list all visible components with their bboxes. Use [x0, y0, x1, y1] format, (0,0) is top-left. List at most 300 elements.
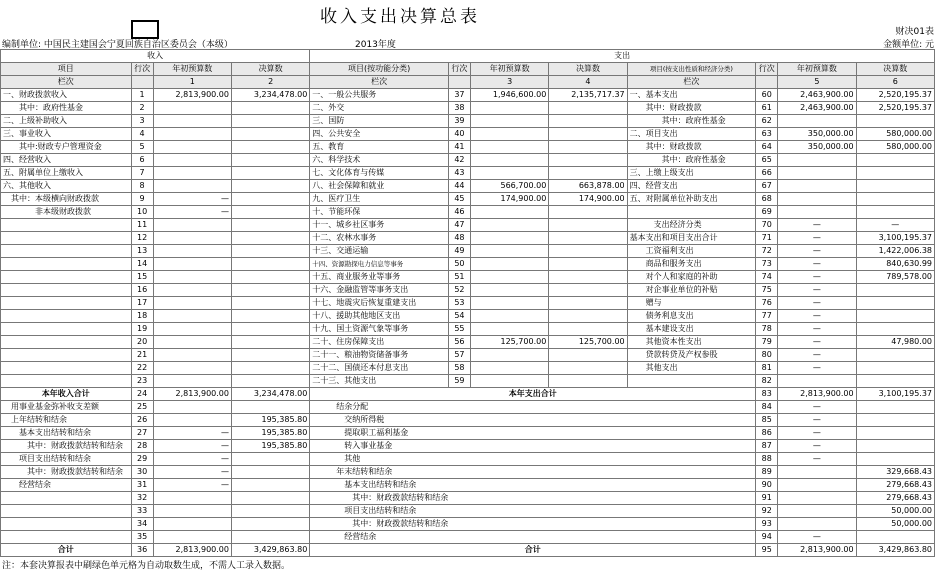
econ-final-cell [856, 310, 934, 323]
income-line-cell: 29 [131, 453, 153, 466]
func-item-cell: 九、医疗卫生 [310, 193, 449, 206]
income-budget-cell: — [153, 427, 231, 440]
income-final-cell: 3,429,863.80 [231, 544, 309, 557]
income-item-cell: 经营结余 [1, 479, 132, 492]
econ-line-cell: 64 [756, 141, 778, 154]
header-budget: 年初预算数 [153, 63, 231, 76]
table-row [1, 362, 935, 375]
income-budget-cell [153, 531, 231, 544]
econ-line-cell: 62 [756, 115, 778, 128]
econ-final-cell: 279,668.43 [856, 492, 934, 505]
econ-final-cell: 3,100,195.37 [856, 388, 934, 401]
econ-item-cell: 商品和服务支出 [627, 258, 756, 271]
econ-final-cell [856, 323, 934, 336]
func-final-cell: 2,135,717.37 [549, 89, 627, 102]
table-row [1, 466, 935, 479]
header-line: 行次 [131, 63, 153, 76]
income-final-cell [231, 310, 309, 323]
econ-line-cell: 73 [756, 258, 778, 271]
func-line-cell: 53 [448, 297, 470, 310]
econ-final-cell [856, 531, 934, 544]
econ-item-cell: 三、上缴上级支出 [627, 167, 756, 180]
func-line-cell: 46 [448, 206, 470, 219]
econ-line-cell: 67 [756, 180, 778, 193]
income-item-cell: 四、经营收入 [1, 154, 132, 167]
income-budget-cell: 2,813,900.00 [153, 89, 231, 102]
func-budget-cell [470, 362, 548, 375]
func-budget-cell [470, 310, 548, 323]
econ-item-cell: 赠与 [627, 297, 756, 310]
func-budget-cell [470, 349, 548, 362]
income-item-cell: 合计 [1, 544, 132, 557]
econ-final-cell: 50,000.00 [856, 505, 934, 518]
econ-item-cell: 其中：政府性基金 [627, 154, 756, 167]
table-row [1, 258, 935, 271]
func-line-cell: 43 [448, 167, 470, 180]
econ-line-cell: 77 [756, 310, 778, 323]
income-final-cell [231, 297, 309, 310]
income-item-cell [1, 245, 132, 258]
income-line-cell: 25 [131, 401, 153, 414]
income-item-cell [1, 336, 132, 349]
income-final-cell: 3,234,478.00 [231, 388, 309, 401]
col-number: 3 [470, 76, 548, 89]
func-line-cell: 38 [448, 102, 470, 115]
econ-item-cell: 基本支出和项目支出合计 [627, 232, 756, 245]
econ-budget-cell [778, 505, 856, 518]
econ-final-cell: 2,520,195.37 [856, 89, 934, 102]
income-line-cell: 3 [131, 115, 153, 128]
table-row [1, 375, 935, 388]
expense-item-cell: 其中：财政拨款结转和结余 [310, 518, 756, 531]
econ-line-cell: 72 [756, 245, 778, 258]
econ-line-cell: 76 [756, 297, 778, 310]
econ-item-cell: 支出经济分类 [627, 219, 756, 232]
func-final-cell [549, 232, 627, 245]
econ-line-cell: 74 [756, 271, 778, 284]
func-final-cell [549, 349, 627, 362]
income-item-cell: 五、附属单位上缴收入 [1, 167, 132, 180]
func-budget-cell [470, 297, 548, 310]
func-final-cell [549, 362, 627, 375]
func-item-cell: 七、文化体育与传媒 [310, 167, 449, 180]
econ-final-cell [856, 414, 934, 427]
econ-line-cell: 83 [756, 388, 778, 401]
income-budget-cell [153, 232, 231, 245]
header-line: 行次 [756, 63, 778, 76]
income-budget-cell: — [153, 206, 231, 219]
econ-line-cell: 82 [756, 375, 778, 388]
econ-item-cell [627, 206, 756, 219]
econ-budget-cell: — [778, 323, 856, 336]
expense-item-cell: 基本支出结转和结余 [310, 479, 756, 492]
econ-item-cell: 其中：政府性基金 [627, 115, 756, 128]
table-row [1, 440, 935, 453]
econ-budget-cell: — [778, 349, 856, 362]
income-budget-cell [153, 154, 231, 167]
income-item-cell [1, 323, 132, 336]
econ-item-cell: 基本建设支出 [627, 323, 756, 336]
func-line-cell: 57 [448, 349, 470, 362]
income-item-cell [1, 232, 132, 245]
table-row [1, 180, 935, 193]
income-final-cell [231, 245, 309, 258]
col-number: 2 [231, 76, 309, 89]
econ-final-cell [856, 401, 934, 414]
econ-budget-cell: 350,000.00 [778, 141, 856, 154]
econ-budget-cell: — [778, 271, 856, 284]
income-line-cell: 31 [131, 479, 153, 492]
income-budget-cell [153, 115, 231, 128]
income-final-cell [231, 401, 309, 414]
func-final-cell: 174,900.00 [549, 193, 627, 206]
econ-item-cell: 债务利息支出 [627, 310, 756, 323]
econ-final-cell [856, 284, 934, 297]
econ-line-cell: 95 [756, 544, 778, 557]
func-line-cell: 51 [448, 271, 470, 284]
income-item-cell: 其中：政府性基金 [1, 102, 132, 115]
econ-final-cell [856, 193, 934, 206]
income-line-cell: 4 [131, 128, 153, 141]
income-budget-cell [153, 375, 231, 388]
func-line-cell: 55 [448, 323, 470, 336]
func-budget-cell [470, 232, 548, 245]
func-line-cell: 39 [448, 115, 470, 128]
summary-table [0, 49, 935, 557]
econ-budget-cell [778, 466, 856, 479]
econ-budget-cell [778, 115, 856, 128]
econ-line-cell: 92 [756, 505, 778, 518]
table-row [1, 414, 935, 427]
func-item-cell: 十二、农林水事务 [310, 232, 449, 245]
econ-final-cell: 789,578.00 [856, 271, 934, 284]
income-item-cell: 二、上级补助收入 [1, 115, 132, 128]
table-row [1, 232, 935, 245]
func-final-cell [549, 323, 627, 336]
income-item-cell: 三、事业收入 [1, 128, 132, 141]
func-line-cell: 41 [448, 141, 470, 154]
func-final-cell [549, 141, 627, 154]
func-item-cell: 五、教育 [310, 141, 449, 154]
table-row [1, 388, 935, 401]
econ-budget-cell: — [778, 440, 856, 453]
income-line-cell: 33 [131, 505, 153, 518]
econ-line-cell: 85 [756, 414, 778, 427]
table-row [1, 492, 935, 505]
income-budget-cell: — [153, 466, 231, 479]
income-line-cell: 17 [131, 297, 153, 310]
income-item-cell [1, 492, 132, 505]
econ-item-cell: 四、经营支出 [627, 180, 756, 193]
expense-item-cell: 结余分配 [310, 401, 756, 414]
func-line-cell: 59 [448, 375, 470, 388]
income-final-cell [231, 349, 309, 362]
func-item-cell: 十九、国土资源气象等事务 [310, 323, 449, 336]
income-item-cell [1, 505, 132, 518]
econ-line-cell: 66 [756, 167, 778, 180]
header-budget: 年初预算数 [470, 63, 548, 76]
func-line-cell: 42 [448, 154, 470, 167]
table-row [1, 401, 935, 414]
econ-item-cell: 二、项目支出 [627, 128, 756, 141]
income-line-cell: 12 [131, 232, 153, 245]
func-item-cell: 二十二、国债还本付息支出 [310, 362, 449, 375]
header-budget: 年初预算数 [778, 63, 856, 76]
func-budget-cell [470, 271, 548, 284]
income-budget-cell [153, 349, 231, 362]
func-final-cell [549, 310, 627, 323]
income-final-cell [231, 375, 309, 388]
func-line-cell: 48 [448, 232, 470, 245]
income-item-cell: 本年收入合计 [1, 388, 132, 401]
income-section-header: 收入 [1, 50, 310, 63]
econ-budget-cell: — [778, 453, 856, 466]
income-final-cell [231, 518, 309, 531]
econ-final-cell: 580,000.00 [856, 128, 934, 141]
income-final-cell: 195,385.80 [231, 440, 309, 453]
func-line-cell: 40 [448, 128, 470, 141]
table-row [1, 271, 935, 284]
econ-item-cell: 其他资本性支出 [627, 336, 756, 349]
func-line-cell: 45 [448, 193, 470, 206]
func-final-cell [549, 167, 627, 180]
econ-final-cell [856, 349, 934, 362]
expense-item-cell: 其他 [310, 453, 756, 466]
income-budget-cell [153, 518, 231, 531]
econ-line-cell: 81 [756, 362, 778, 375]
func-final-cell [549, 102, 627, 115]
econ-item-cell: 其他支出 [627, 362, 756, 375]
expense-item-cell: 提取职工福利基金 [310, 427, 756, 440]
econ-budget-cell [778, 193, 856, 206]
income-final-cell [231, 453, 309, 466]
expense-section-header: 支出 [310, 50, 935, 63]
expense-item-cell: 项目支出结转和结余 [310, 505, 756, 518]
table-row [1, 167, 935, 180]
func-budget-cell [470, 141, 548, 154]
header-col: 栏次 [1, 76, 132, 89]
econ-final-cell [856, 362, 934, 375]
col-number: 6 [856, 76, 934, 89]
income-budget-cell [153, 102, 231, 115]
income-line-cell: 24 [131, 388, 153, 401]
econ-item-cell: 五、对附属单位补助支出 [627, 193, 756, 206]
econ-line-cell: 94 [756, 531, 778, 544]
income-final-cell: 195,385.80 [231, 414, 309, 427]
income-budget-cell [153, 245, 231, 258]
income-final-cell [231, 232, 309, 245]
econ-final-cell: 3,429,863.80 [856, 544, 934, 557]
econ-final-cell: 2,520,195.37 [856, 102, 934, 115]
func-budget-cell [470, 206, 548, 219]
income-final-cell [231, 102, 309, 115]
expense-item-cell: 本年支出合计 [310, 388, 756, 401]
econ-line-cell: 87 [756, 440, 778, 453]
func-item-cell: 二十、住房保障支出 [310, 336, 449, 349]
income-item-cell: 六、其他收入 [1, 180, 132, 193]
econ-budget-cell: — [778, 401, 856, 414]
econ-line-cell: 79 [756, 336, 778, 349]
header-econ-item: 项目(按支出性质和经济分类) [627, 63, 756, 76]
reporting-unit: 编制单位: 中国民主建国会宁夏回族自治区委员会（本级） [2, 40, 233, 50]
func-final-cell [549, 128, 627, 141]
econ-final-cell [856, 154, 934, 167]
econ-budget-cell: 2,463,900.00 [778, 102, 856, 115]
table-row [1, 544, 935, 557]
income-budget-cell [153, 141, 231, 154]
table-row [1, 193, 935, 206]
income-line-cell: 11 [131, 219, 153, 232]
func-final-cell [549, 115, 627, 128]
econ-budget-cell [778, 479, 856, 492]
income-line-cell: 36 [131, 544, 153, 557]
func-final-cell [549, 297, 627, 310]
income-item-cell [1, 258, 132, 271]
econ-item-cell: 对企事业单位的补贴 [627, 284, 756, 297]
income-line-cell: 21 [131, 349, 153, 362]
header-col: 栏次 [627, 76, 756, 89]
func-budget-cell: 174,900.00 [470, 193, 548, 206]
econ-budget-cell: — [778, 219, 856, 232]
income-budget-cell [153, 284, 231, 297]
econ-final-cell: — [856, 219, 934, 232]
header-line: 行次 [448, 63, 470, 76]
func-line-cell: 47 [448, 219, 470, 232]
func-item-cell: 十七、地震灾后恢复重建支出 [310, 297, 449, 310]
func-budget-cell [470, 115, 548, 128]
econ-line-cell: 71 [756, 232, 778, 245]
func-final-cell: 663,878.00 [549, 180, 627, 193]
expense-item-cell: 合计 [310, 544, 756, 557]
econ-final-cell [856, 115, 934, 128]
expense-item-cell: 年末结转和结余 [310, 466, 756, 479]
func-item-cell: 十六、金融监管等事务支出 [310, 284, 449, 297]
econ-item-cell: 工资福利支出 [627, 245, 756, 258]
func-item-cell: 十一、城乡社区事务 [310, 219, 449, 232]
func-final-cell: 125,700.00 [549, 336, 627, 349]
func-budget-cell [470, 167, 548, 180]
income-item-cell: 其中：财政拨款结转和结余 [1, 440, 132, 453]
income-line-cell: 10 [131, 206, 153, 219]
income-final-cell: 3,234,478.00 [231, 89, 309, 102]
econ-budget-cell: 2,463,900.00 [778, 89, 856, 102]
income-budget-cell: 2,813,900.00 [153, 388, 231, 401]
econ-line-cell: 84 [756, 401, 778, 414]
func-line-cell: 56 [448, 336, 470, 349]
income-budget-cell [153, 505, 231, 518]
econ-line-cell: 63 [756, 128, 778, 141]
func-item-cell: 四、公共安全 [310, 128, 449, 141]
table-row [1, 154, 935, 167]
func-budget-cell [470, 245, 548, 258]
income-budget-cell [153, 323, 231, 336]
func-final-cell [549, 284, 627, 297]
func-budget-cell: 125,700.00 [470, 336, 548, 349]
econ-budget-cell: — [778, 297, 856, 310]
income-line-cell: 15 [131, 271, 153, 284]
income-budget-cell [153, 258, 231, 271]
func-budget-cell [470, 284, 548, 297]
econ-budget-cell [778, 492, 856, 505]
table-row [1, 427, 935, 440]
econ-final-cell: 3,100,195.37 [856, 232, 934, 245]
func-budget-cell [470, 375, 548, 388]
func-item-cell: 十三、交通运输 [310, 245, 449, 258]
header-final: 决算数 [856, 63, 934, 76]
header-item: 项目 [1, 63, 132, 76]
func-final-cell [549, 271, 627, 284]
income-line-cell: 13 [131, 245, 153, 258]
econ-line-cell: 61 [756, 102, 778, 115]
income-item-cell: 一、财政拨款收入 [1, 89, 132, 102]
income-item-cell [1, 284, 132, 297]
expense-item-cell: 交纳所得税 [310, 414, 756, 427]
func-budget-cell [470, 128, 548, 141]
table-row [1, 128, 935, 141]
econ-final-cell [856, 180, 934, 193]
func-item-cell: 六、科学技术 [310, 154, 449, 167]
econ-item-cell: 其中：财政拨款 [627, 141, 756, 154]
func-item-cell: 二、外交 [310, 102, 449, 115]
func-item-cell: 八、社会保障和就业 [310, 180, 449, 193]
header-final: 决算数 [231, 63, 309, 76]
report-title: 收入支出决算总表 [320, 7, 480, 27]
income-budget-cell [153, 336, 231, 349]
income-budget-cell [153, 271, 231, 284]
econ-line-cell: 90 [756, 479, 778, 492]
income-line-cell: 27 [131, 427, 153, 440]
income-line-cell: 18 [131, 310, 153, 323]
func-final-cell [549, 245, 627, 258]
header-func-item: 项目(按功能分类) [310, 63, 449, 76]
income-item-cell [1, 518, 132, 531]
income-budget-cell: — [153, 440, 231, 453]
econ-line-cell: 89 [756, 466, 778, 479]
table-row [1, 297, 935, 310]
econ-line-cell: 93 [756, 518, 778, 531]
econ-budget-cell: — [778, 245, 856, 258]
income-final-cell [231, 115, 309, 128]
econ-budget-cell [778, 518, 856, 531]
econ-final-cell: 279,668.43 [856, 479, 934, 492]
income-budget-cell: — [153, 193, 231, 206]
econ-budget-cell: — [778, 414, 856, 427]
func-final-cell [549, 375, 627, 388]
func-budget-cell [470, 323, 548, 336]
income-line-cell: 16 [131, 284, 153, 297]
income-final-cell [231, 154, 309, 167]
income-final-cell [231, 193, 309, 206]
income-line-cell: 23 [131, 375, 153, 388]
income-item-cell: 项目支出结转和结余 [1, 453, 132, 466]
func-line-cell: 58 [448, 362, 470, 375]
footnote: 注：本套决算报表中刷绿色单元格为自动取数生成，不需人工录入数据。 [2, 561, 291, 571]
header-col: 栏次 [310, 76, 449, 89]
income-final-cell [231, 466, 309, 479]
amount-unit: 金额单位: 元 [883, 40, 934, 50]
income-item-cell [1, 531, 132, 544]
func-budget-cell [470, 219, 548, 232]
table-row [1, 531, 935, 544]
income-item-cell: 上年结转和结余 [1, 414, 132, 427]
econ-line-cell: 70 [756, 219, 778, 232]
econ-final-cell: 840,630.99 [856, 258, 934, 271]
income-line-cell: 7 [131, 167, 153, 180]
econ-final-cell [856, 297, 934, 310]
income-item-cell: 用事业基金弥补收支差额 [1, 401, 132, 414]
expense-item-cell: 转入事业基金 [310, 440, 756, 453]
income-line-cell: 22 [131, 362, 153, 375]
